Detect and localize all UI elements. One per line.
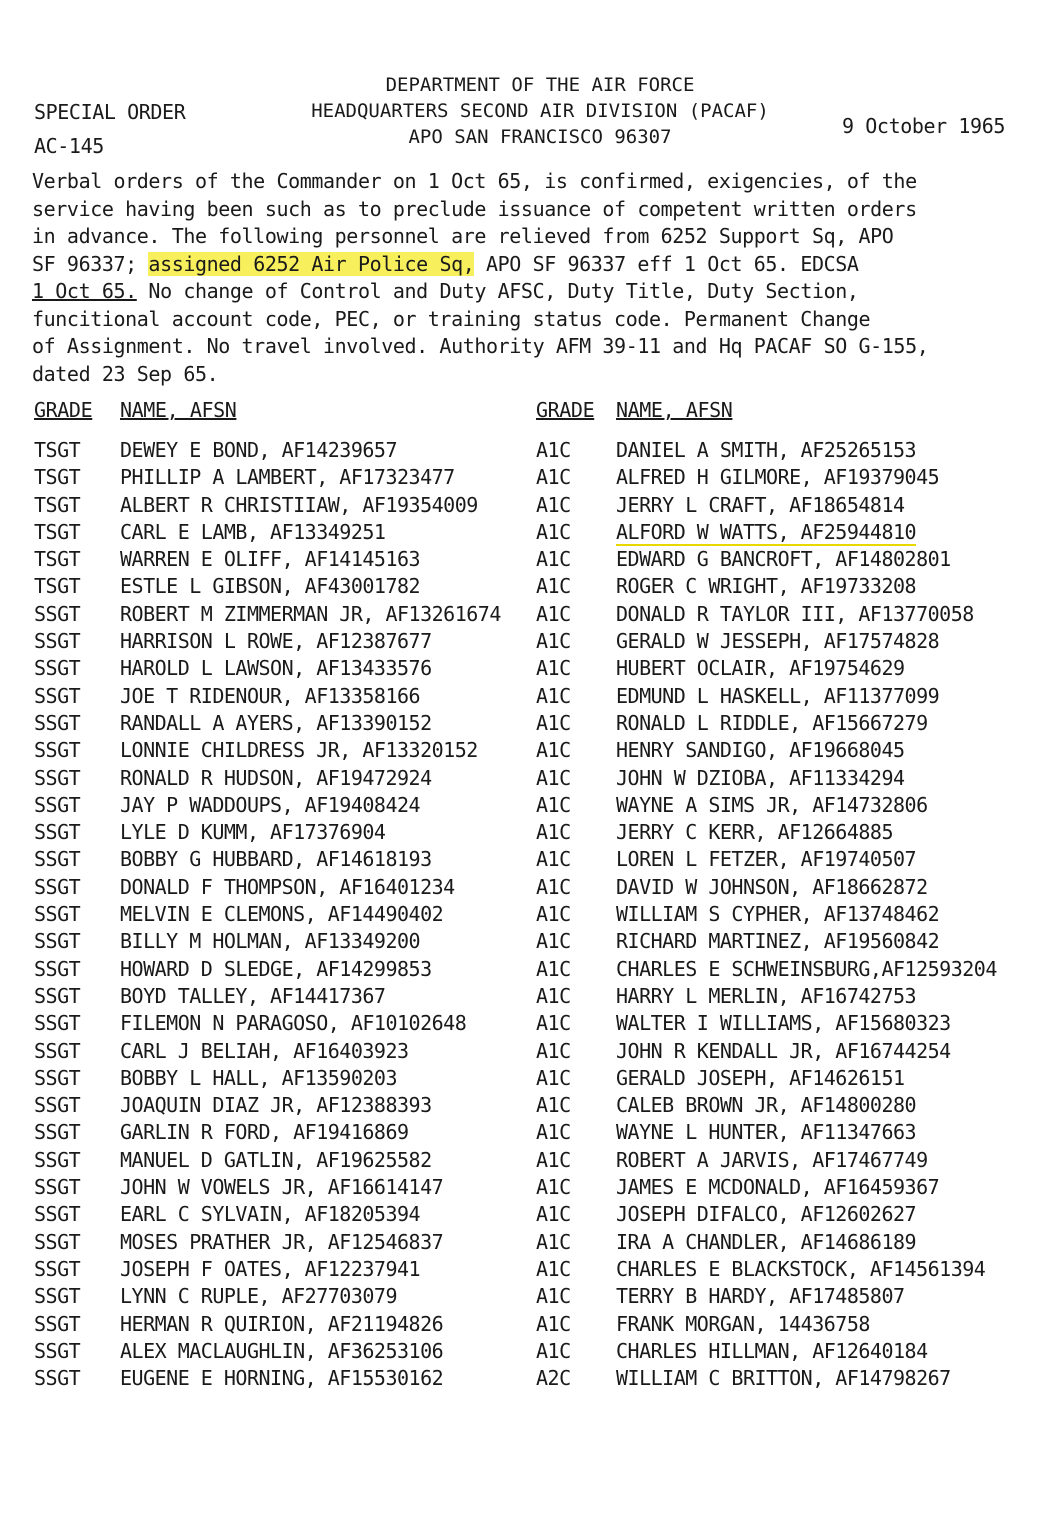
- grade-cell: A1C: [536, 765, 571, 790]
- name-cell: GARLIN R FORD, AF19416869: [120, 1120, 409, 1145]
- paragraph-line: [32, 251, 1022, 279]
- name-cell: GERALD JOSEPH, AF14626151: [616, 1065, 905, 1090]
- name-cell: DONALD F THOMPSON, AF16401234: [120, 874, 455, 899]
- name-cell: CHARLES HILLMAN, AF12640184: [616, 1338, 928, 1363]
- grade-cell: A1C: [536, 519, 571, 544]
- grade-cell: SSGT: [34, 874, 81, 899]
- apo-heading: APO SAN FRANCISCO 96307: [408, 126, 672, 148]
- grade-cell: A1C: [536, 656, 571, 681]
- grade-cell: A1C: [536, 902, 571, 927]
- name-cell: IRA A CHANDLER, AF14686189: [616, 1229, 917, 1254]
- name-cell: BOYD TALLEY, AF14417367: [120, 983, 386, 1008]
- order-date: 9 October 1965: [842, 114, 1005, 138]
- paragraph-line: Verbal orders of the Commander on 1 Oct 65, is confirmed, exigencies, of the: [32, 169, 917, 193]
- grade-cell: SSGT: [34, 820, 81, 845]
- name-cell: MANUEL D GATLIN, AF19625582: [120, 1147, 432, 1172]
- grade-cell: A1C: [536, 1256, 571, 1281]
- grade-cell: A1C: [536, 1175, 571, 1200]
- name-cell: WILLIAM S CYPHER, AF13748462: [616, 902, 940, 927]
- name-cell: ALFRED H GILMORE, AF19379045: [616, 465, 940, 490]
- personnel-row: [0, 1120, 1050, 1147]
- grade-cell: A1C: [536, 738, 571, 763]
- name-cell: JOE T RIDENOUR, AF13358166: [120, 683, 421, 708]
- paragraph-line: [32, 278, 1022, 306]
- name-cell: DONALD R TAYLOR III, AF13770058: [616, 601, 974, 626]
- personnel-row: [0, 929, 1050, 956]
- name-cell: WARREN E OLIFF, AF14145163: [120, 547, 421, 572]
- order-number: AC-145: [34, 134, 104, 158]
- name-cell: MELVIN E CLEMONS, AF14490402: [120, 902, 444, 927]
- grade-cell: SSGT: [34, 956, 81, 981]
- name-cell: EARL C SYLVAIN, AF18205394: [120, 1202, 421, 1227]
- grade-cell: SSGT: [34, 902, 81, 927]
- personnel-row: [0, 711, 1050, 738]
- name-cell: JOAQUIN DIAZ JR, AF12388393: [120, 1093, 432, 1118]
- name-cell: HENRY SANDIGO, AF19668045: [616, 738, 905, 763]
- name-cell: HUBERT OCLAIR, AF19754629: [616, 656, 905, 681]
- name-cell: PHILLIP A LAMBERT, AF17323477: [120, 465, 455, 490]
- grade-cell: SSGT: [34, 629, 81, 654]
- grade-cell: A1C: [536, 1202, 571, 1227]
- name-cell: MOSES PRATHER JR, AF12546837: [120, 1229, 444, 1254]
- name-cell: WALTER I WILLIAMS, AF15680323: [616, 1011, 951, 1036]
- grade-cell: A1C: [536, 1120, 571, 1145]
- grade-cell: SSGT: [34, 738, 81, 763]
- order-paragraph: [32, 168, 1022, 388]
- personnel-row: [0, 957, 1050, 984]
- grade-cell: TSGT: [34, 438, 81, 462]
- personnel-row: [0, 438, 1050, 465]
- grade-cell: SSGT: [34, 601, 81, 626]
- grade-cell: A1C: [536, 492, 571, 517]
- personnel-row: [0, 1257, 1050, 1284]
- grade-cell: SSGT: [34, 1202, 81, 1227]
- grade-cell: A1C: [536, 929, 571, 954]
- grade-cell: A1C: [536, 1311, 571, 1336]
- grade-cell: TSGT: [34, 574, 81, 599]
- column-header-name: NAME, AFSN: [616, 398, 733, 422]
- department-heading: DEPARTMENT OF THE AIR FORCE: [385, 74, 695, 96]
- name-cell: EDMUND L HASKELL, AF11377099: [616, 683, 940, 708]
- personnel-row: [0, 902, 1050, 929]
- grade-cell: A1C: [536, 983, 571, 1008]
- grade-cell: SSGT: [34, 1284, 81, 1309]
- grade-cell: SSGT: [34, 656, 81, 681]
- grade-cell: TSGT: [34, 492, 81, 517]
- personnel-row: [0, 738, 1050, 765]
- name-cell: WAYNE A SIMS JR, AF14732806: [616, 792, 928, 817]
- personnel-row: [0, 875, 1050, 902]
- name-cell: JOHN R KENDALL JR, AF16744254: [616, 1038, 951, 1063]
- grade-cell: SSGT: [34, 1229, 81, 1254]
- name-cell: HERMAN R QUIRION, AF21194826: [120, 1311, 444, 1336]
- grade-cell: A1C: [536, 1147, 571, 1172]
- grade-cell: A1C: [536, 465, 571, 490]
- grade-cell: A1C: [536, 874, 571, 899]
- personnel-row: [0, 656, 1050, 683]
- grade-cell: A1C: [536, 956, 571, 981]
- personnel-row: [0, 1366, 1050, 1393]
- personnel-row: [0, 1066, 1050, 1093]
- personnel-row: [0, 1312, 1050, 1339]
- name-cell: FRANK MORGAN, 14436758: [616, 1311, 870, 1336]
- order-label: SPECIAL ORDER: [34, 100, 186, 124]
- name-cell: ROBERT M ZIMMERMAN JR, AF13261674: [120, 601, 501, 626]
- grade-cell: SSGT: [34, 1120, 81, 1145]
- grade-cell: A1C: [536, 601, 571, 626]
- name-cell: ALFORD W WATTS, AF25944810: [616, 519, 917, 544]
- name-cell: LOREN L FETZER, AF19740507: [616, 847, 917, 872]
- grade-cell: A1C: [536, 547, 571, 572]
- name-cell: HAROLD L LAWSON, AF13433576: [120, 656, 432, 681]
- headquarters-heading: HEADQUARTERS SECOND AIR DIVISION (PACAF): [311, 100, 769, 122]
- grade-cell: SSGT: [34, 1093, 81, 1118]
- grade-cell: TSGT: [34, 547, 81, 572]
- grade-cell: SSGT: [34, 1338, 81, 1363]
- personnel-row: [0, 766, 1050, 793]
- grade-cell: A1C: [536, 710, 571, 735]
- grade-cell: SSGT: [34, 683, 81, 708]
- name-cell: JERRY C KERR, AF12664885: [616, 820, 893, 845]
- grade-cell: A1C: [536, 1011, 571, 1036]
- name-cell: LONNIE CHILDRESS JR, AF13320152: [120, 738, 478, 763]
- column-header-grade: GRADE: [536, 398, 595, 422]
- name-cell: DANIEL A SMITH, AF25265153: [616, 438, 917, 462]
- name-cell: JOSEPH F OATES, AF12237941: [120, 1256, 421, 1281]
- personnel-row: [0, 1284, 1050, 1311]
- grade-cell: SSGT: [34, 1065, 81, 1090]
- grade-cell: A2C: [536, 1366, 571, 1391]
- line-segment: APO SF 96337 eff 1 Oct 65. EDCSA: [474, 251, 859, 276]
- name-cell: JAMES E MCDONALD, AF16459367: [616, 1175, 940, 1200]
- personnel-row: [0, 629, 1050, 656]
- personnel-row: [0, 847, 1050, 874]
- grade-cell: A1C: [536, 1065, 571, 1090]
- name-cell: BILLY M HOLMAN, AF13349200: [120, 929, 421, 954]
- name-cell: RONALD L RIDDLE, AF15667279: [616, 710, 928, 735]
- personnel-list: [0, 438, 1050, 1393]
- grade-cell: A1C: [536, 629, 571, 654]
- name-cell: BOBBY L HALL, AF13590203: [120, 1065, 397, 1090]
- paragraph-line: funcitional account code, PEC, or training status code. Permanent Change: [32, 306, 871, 331]
- name-cell: JAY P WADDOUPS, AF19408424: [120, 792, 421, 817]
- personnel-row: [0, 1202, 1050, 1229]
- name-cell: RICHARD MARTINEZ, AF19560842: [616, 929, 940, 954]
- name-cell: FILEMON N PARAGOSO, AF10102648: [120, 1011, 467, 1036]
- grade-cell: SSGT: [34, 1256, 81, 1281]
- grade-cell: A1C: [536, 820, 571, 845]
- grade-cell: SSGT: [34, 710, 81, 735]
- grade-cell: A1C: [536, 792, 571, 817]
- grade-cell: TSGT: [34, 519, 81, 544]
- name-cell: RONALD R HUDSON, AF19472924: [120, 765, 432, 790]
- grade-cell: SSGT: [34, 765, 81, 790]
- name-cell: HOWARD D SLEDGE, AF14299853: [120, 956, 432, 981]
- highlighted-assignment: assigned 6252 Air Police Sq,: [148, 251, 475, 276]
- grade-cell: SSGT: [34, 1147, 81, 1172]
- personnel-row: [0, 1175, 1050, 1202]
- grade-cell: TSGT: [34, 465, 81, 490]
- name-cell: BOBBY G HUBBARD, AF14618193: [120, 847, 432, 872]
- personnel-row: [0, 1148, 1050, 1175]
- personnel-row: [0, 465, 1050, 492]
- grade-cell: A1C: [536, 574, 571, 599]
- grade-cell: SSGT: [34, 847, 81, 872]
- name-cell: CHARLES E SCHWEINSBURG,AF12593204: [616, 956, 997, 981]
- paragraph-line: service having been such as to preclude issuance of competent written orders: [32, 196, 917, 221]
- personnel-row: [0, 1230, 1050, 1257]
- grade-cell: A1C: [536, 1338, 571, 1363]
- grade-cell: A1C: [536, 683, 571, 708]
- paragraph-line: in advance. The following personnel are relieved from 6252 Support Sq, APO: [32, 224, 894, 248]
- name-cell: GERALD W JESSEPH, AF17574828: [616, 629, 940, 654]
- name-cell: CARL J BELIAH, AF16403923: [120, 1038, 409, 1063]
- grade-cell: SSGT: [34, 983, 81, 1008]
- personnel-row: [0, 520, 1050, 547]
- name-cell: CALEB BROWN JR, AF14800280: [616, 1093, 917, 1118]
- name-cell: HARRY L MERLIN, AF16742753: [616, 983, 917, 1008]
- personnel-row: [0, 793, 1050, 820]
- name-cell: EUGENE E HORNING, AF15530162: [120, 1366, 444, 1391]
- personnel-row: [0, 984, 1050, 1011]
- underlined-date: 1 Oct 65.: [32, 279, 137, 303]
- grade-cell: SSGT: [34, 1038, 81, 1063]
- personnel-row: [0, 1093, 1050, 1120]
- name-cell: WILLIAM C BRITTON, AF14798267: [616, 1366, 951, 1391]
- line-segment: SF 96337;: [32, 251, 149, 276]
- personnel-row: [0, 1011, 1050, 1038]
- name-cell: WAYNE L HUNTER, AF11347663: [616, 1120, 917, 1145]
- grade-cell: A1C: [536, 1038, 571, 1063]
- personnel-row: [0, 602, 1050, 629]
- grade-cell: SSGT: [34, 1175, 81, 1200]
- name-cell: DAVID W JOHNSON, AF18662872: [616, 874, 928, 899]
- name-cell: ESTLE L GIBSON, AF43001782: [120, 574, 421, 599]
- name-cell: HARRISON L ROWE, AF12387677: [120, 629, 432, 654]
- grade-cell: A1C: [536, 438, 571, 462]
- personnel-row: [0, 493, 1050, 520]
- name-cell: CHARLES E BLACKSTOCK, AF14561394: [616, 1256, 986, 1281]
- paragraph-line: dated 23 Sep 65.: [32, 361, 219, 386]
- name-cell: ROGER C WRIGHT, AF19733208: [616, 574, 917, 599]
- name-cell: JOSEPH DIFALCO, AF12602627: [616, 1202, 917, 1227]
- name-cell: LYLE D KUMM, AF17376904: [120, 820, 386, 845]
- name-cell: JOHN W VOWELS JR, AF16614147: [120, 1175, 444, 1200]
- name-cell: EDWARD G BANCROFT, AF14802801: [616, 547, 951, 572]
- grade-cell: A1C: [536, 1093, 571, 1118]
- grade-cell: A1C: [536, 1229, 571, 1254]
- name-cell: TERRY B HARDY, AF17485807: [616, 1284, 905, 1309]
- grade-cell: A1C: [536, 847, 571, 872]
- name-cell: CARL E LAMB, AF13349251: [120, 519, 386, 544]
- grade-cell: SSGT: [34, 1011, 81, 1036]
- name-cell: JOHN W DZIOBA, AF11334294: [616, 765, 905, 790]
- name-cell: LYNN C RUPLE, AF27703079: [120, 1284, 397, 1309]
- grade-cell: SSGT: [34, 1311, 81, 1336]
- name-cell: ROBERT A JARVIS, AF17467749: [616, 1147, 928, 1172]
- grade-cell: SSGT: [34, 929, 81, 954]
- personnel-row: [0, 684, 1050, 711]
- column-header-grade: GRADE: [34, 398, 93, 422]
- paragraph-line: of Assignment. No travel involved. Authority AFM 39-11 and Hq PACAF SO G-155,: [32, 334, 929, 358]
- name-cell: ALEX MACLAUGHLIN, AF36253106: [120, 1338, 444, 1363]
- personnel-row: [0, 820, 1050, 847]
- name-cell: ALBERT R CHRISTIIAW, AF19354009: [120, 492, 478, 517]
- grade-cell: SSGT: [34, 1366, 81, 1391]
- personnel-row: [0, 547, 1050, 574]
- line-segment: No change of Control and Duty AFSC, Duty Title, Duty Section,: [136, 279, 859, 303]
- personnel-row: [0, 574, 1050, 601]
- name-cell: JERRY L CRAFT, AF18654814: [616, 492, 905, 517]
- personnel-row: [0, 1339, 1050, 1366]
- personnel-row: [0, 1039, 1050, 1066]
- name-cell: RANDALL A AYERS, AF13390152: [120, 710, 432, 735]
- grade-cell: A1C: [536, 1284, 571, 1309]
- grade-cell: SSGT: [34, 792, 81, 817]
- name-cell: DEWEY E BOND, AF14239657: [120, 438, 397, 462]
- column-header-name: NAME, AFSN: [120, 398, 237, 422]
